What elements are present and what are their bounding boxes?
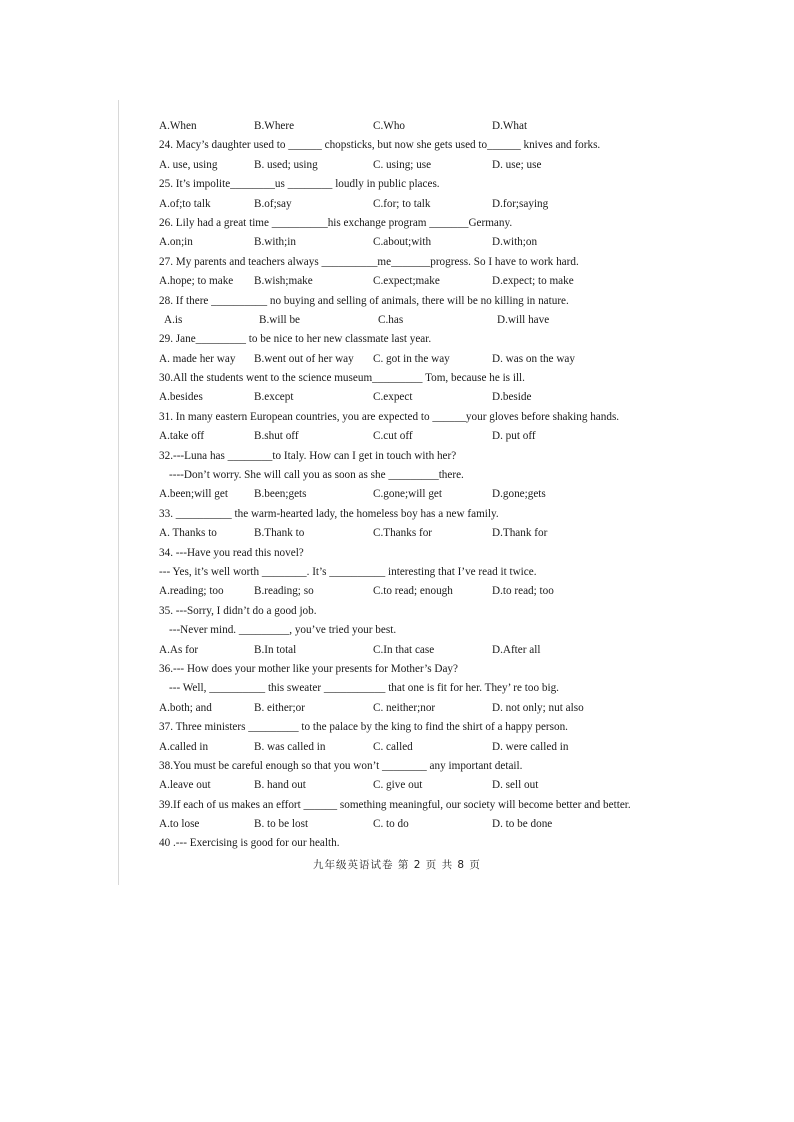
question-stem: 35. ---Sorry, I didn’t do a good job. (159, 604, 317, 617)
option-d: D.for;saying (492, 197, 549, 210)
question-28 (159, 292, 679, 331)
option-c: C. give out (373, 779, 423, 792)
option-d: D.After all (492, 643, 541, 656)
option-a: A.is (164, 313, 183, 326)
question-stem: 25. It’s impolite________us ________ loudly in public places. (159, 178, 440, 191)
options-row (164, 311, 679, 330)
scan-edge (118, 100, 119, 885)
option-c: C.In that case (373, 643, 435, 656)
question-23 (159, 117, 679, 136)
option-d: D. was on the way (492, 352, 575, 365)
option-d: D.with;on (492, 236, 538, 249)
question-39 (159, 796, 679, 835)
option-b: B.Thank to (254, 527, 305, 540)
question-34 (159, 544, 679, 602)
option-b: B.In total (254, 643, 297, 656)
question-stem: 36.--- How does your mother like your presents for Mother’s Day? (159, 662, 458, 675)
option-d: D.What (492, 120, 528, 132)
option-d: D.Thank for (492, 527, 548, 540)
option-d: D.to read; too (492, 585, 554, 598)
option-a: A. made her way (159, 352, 236, 365)
question-33 (159, 505, 679, 544)
options-row (159, 350, 679, 369)
option-c: C.expect (373, 391, 413, 404)
option-c: C.has (378, 313, 404, 326)
option-d: D. not only; nut also (492, 701, 584, 714)
dialogue-line: ----Don’t worry. She will call you as soon as she _________there. (169, 469, 464, 482)
option-c: C.for; to talk (373, 197, 431, 210)
question-26 (159, 214, 679, 253)
question-stem: 38.You must be careful enough so that you won’t ________ any important detail. (159, 759, 523, 772)
option-b: B. hand out (254, 779, 306, 792)
options-row (159, 699, 679, 718)
option-d: D. to be done (492, 818, 553, 831)
question-stem: 37. Three ministers _________ to the palace by the king to find the shirt of a happy person. (159, 721, 568, 734)
question-stem: 26. Lily had a great time __________his exchange program _______Germany. (159, 216, 513, 229)
option-a: A.both; and (159, 701, 212, 714)
question-stem: 28. If there __________ no buying and selling of animals, there will be no killing in nature. (159, 294, 569, 307)
option-b: B.with;in (254, 236, 296, 249)
question-37 (159, 718, 679, 757)
option-b: B.been;gets (254, 488, 307, 501)
option-b: B.wish;make (254, 275, 313, 288)
question-30 (159, 369, 679, 408)
option-a: A.to lose (159, 818, 200, 831)
option-a: A.take off (159, 430, 205, 443)
question-stem: 31. In many eastern European countries, you are expected to ______your gloves before shaking hands. (159, 410, 620, 423)
option-c: C. called (373, 740, 413, 753)
options-row (159, 641, 679, 660)
question-stem: 34. ---Have you read this novel? (159, 546, 304, 559)
option-a: A.been;will get (159, 488, 228, 501)
option-d: D.beside (492, 391, 532, 404)
option-c: C.cut off (373, 430, 413, 443)
question-stem: 32.---Luna has ________to Italy. How can I get in touch with her? (159, 449, 457, 462)
option-a: A.besides (159, 391, 203, 404)
option-d: D. put off (492, 430, 536, 443)
option-c: C.Who (373, 120, 406, 132)
option-d: D.expect; to make (492, 275, 574, 288)
option-d: D. sell out (492, 779, 539, 792)
option-c: C. using; use (373, 158, 432, 171)
question-38 (159, 757, 679, 796)
option-b: B.Where (254, 120, 295, 132)
options-row (159, 272, 679, 291)
option-b: B. used; using (254, 158, 318, 171)
options-row (159, 233, 679, 252)
option-b: B.will be (259, 313, 301, 326)
question-36 (159, 660, 679, 718)
question-32 (159, 447, 679, 505)
option-a: A.leave out (159, 779, 211, 792)
question-25 (159, 175, 679, 214)
question-stem: 24. Macy’s daughter used to ______ chopsticks, but now she gets used to______ knives and forks. (159, 139, 601, 152)
dialogue-line: --- Yes, it’s well worth ________. It’s __________ interesting that I’ve read it twice. (159, 565, 537, 578)
question-stem: 33. __________ the warm-hearted lady, the homeless boy has a new family. (159, 507, 499, 520)
option-a: A.of;to talk (159, 197, 211, 210)
option-c: C. neither;nor (373, 701, 436, 714)
dialogue-line: ---Never mind. _________, you’ve tried your best. (169, 624, 397, 637)
question-stem: 29. Jane_________ to be nice to her new classmate last year. (159, 333, 432, 346)
options-row (159, 485, 679, 504)
question-24 (159, 136, 679, 175)
option-a: A.on;in (159, 236, 193, 249)
option-c: C.expect;make (373, 275, 440, 288)
option-a: A.called in (159, 740, 209, 753)
option-a: A. Thanks to (159, 527, 217, 540)
options-row (159, 388, 679, 407)
question-40 (159, 834, 679, 853)
option-a: A. use, using (159, 158, 218, 171)
option-b: B.except (254, 391, 294, 404)
question-stem: 27. My parents and teachers always __________me_______progress. So I have to work hard. (159, 255, 579, 268)
question-stem: 39.If each of us makes an effort ______ something meaningful, our society will become better and better. (159, 798, 631, 811)
option-b: B. to be lost (254, 818, 309, 831)
question-stem: 30.All the students went to the science museum_________ Tom, because he is ill. (159, 372, 525, 385)
question-stem: 40 .--- Exercising is good for our health. (159, 837, 340, 850)
option-d: D. use; use (492, 158, 542, 171)
option-d: D.will have (497, 313, 550, 326)
page-footer: 九年级英语试卷 第 2 页 共 8 页 (313, 859, 481, 871)
options-row (159, 427, 679, 446)
options-row (159, 738, 679, 757)
option-b: B.shut off (254, 430, 299, 443)
question-31 (159, 408, 679, 447)
option-d: D. were called in (492, 740, 569, 753)
option-b: B.reading; so (254, 585, 314, 598)
options-row (159, 776, 679, 795)
option-c: C.gone;will get (373, 488, 442, 501)
options-row (159, 195, 679, 214)
dialogue-line: --- Well, __________ this sweater ___________ that one is fit for her. They’ re too big. (169, 682, 559, 695)
options-row (159, 524, 679, 543)
option-c: C. got in the way (373, 352, 450, 365)
options-row (159, 582, 679, 601)
option-b: B. either;or (254, 701, 305, 714)
option-c: C.about;with (373, 236, 432, 249)
option-c: C.Thanks for (373, 527, 433, 540)
option-b: B. was called in (254, 740, 326, 753)
option-d: D.gone;gets (492, 488, 546, 501)
option-c: C. to do (373, 818, 409, 831)
exam-page (159, 117, 679, 854)
option-c: C.to read; enough (373, 585, 453, 598)
option-b: B.went out of her way (254, 352, 354, 365)
option-a: A.hope; to make (159, 275, 234, 288)
question-35 (159, 602, 679, 660)
options-row (159, 117, 679, 136)
option-a: A.When (159, 120, 197, 132)
option-b: B.of;say (254, 197, 292, 210)
question-29 (159, 330, 679, 369)
options-row (159, 815, 679, 834)
question-27 (159, 253, 679, 292)
options-row (159, 156, 679, 175)
option-a: A.As for (159, 643, 199, 656)
option-a: A.reading; too (159, 585, 224, 598)
